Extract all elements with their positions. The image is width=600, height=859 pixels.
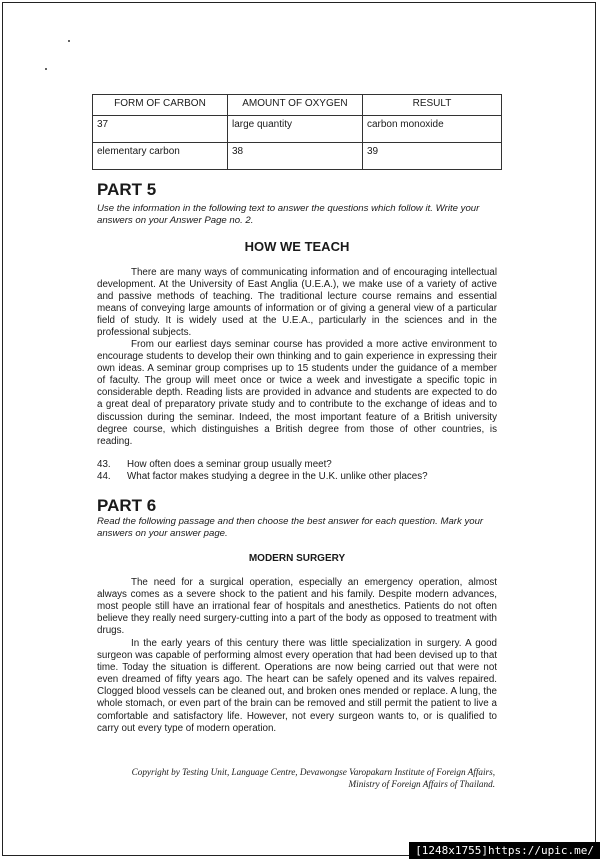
part-5-instructions: Use the information in the following text to answer the questions which follow it. Write your answers on your Answer Page no. 2. (97, 203, 480, 226)
table-header: RESULT (362, 95, 501, 116)
table-cell: 38 (227, 143, 362, 170)
table-cell: carbon monoxide (362, 116, 501, 143)
resolution-label: [1248x1755]https://upic.me/ (409, 842, 600, 859)
table-row (93, 143, 502, 170)
question-text: What factor makes studying a degree in the U.K. unlike other places? (127, 471, 428, 482)
table-cell: 37 (93, 116, 228, 143)
paragraph: From our earliest days seminar course has provided a more active environment to encourage students to develop their own thinking and to gain experience in expressing their own ideas. A seminar group comprises up to 15 students under the guidance of a member of faculty. The group will meet once or twice a week and investigate a specific topic in considerable depth. Reading lists are provided in advance and students are expected to do a great deal of preparatory private study and to contribute to the exchange of ideas and to discussion during the seminar. Indeed, the most important feature of a British university degree course, which distinguishes a British degree from those of other countries, is reading. (97, 339, 497, 447)
paragraph: The need for a surgical operation, especially an emergency operation, almost always comes as a severe shock to the patient and his family. Despite modern advances, most people still have an irrational fear of hospitals and anesthetics. Patients do not often believe they really need surgery-cutting into a part of the body as opposed to treatment with drugs. (97, 577, 497, 637)
section-heading-modern-surgery: MODERN SURGERY (248, 553, 346, 564)
table-header: FORM OF CARBON (93, 95, 228, 116)
question-number: 44. (97, 471, 111, 482)
question-text: How often does a seminar group usually meet? (127, 459, 332, 470)
table-header-row (93, 95, 502, 116)
carbon-oxygen-table (92, 94, 502, 170)
table-row (93, 116, 502, 143)
scan-speck (45, 68, 47, 70)
scan-speck (68, 40, 70, 42)
question-43 (97, 459, 497, 471)
table-header: AMOUNT OF OXYGEN (227, 95, 362, 116)
footer-line: Ministry of Foreign Affairs of Thailand. (348, 778, 495, 789)
table-cell: 39 (362, 143, 501, 170)
question-44 (97, 471, 497, 483)
question-number: 43. (97, 459, 111, 470)
section-heading-how-we-teach: HOW WE TEACH (244, 239, 350, 254)
part-6-title: PART 6 (97, 496, 157, 515)
table-cell: large quantity (227, 116, 362, 143)
copyright-footer (75, 767, 495, 790)
part-5-title: PART 5 (97, 180, 157, 199)
part-6-instructions: Read the following passage and then choose the best answer for each question. Mark your answers on your answer page. (97, 516, 484, 539)
table-cell: elementary carbon (93, 143, 228, 170)
paragraph: There are many ways of communicating information and of encouraging intellectual development. At the University of East Anglia (U.E.A.), we make use of a variety of active and passive methods of teaching. The traditional lecture course remains and essential means of conveying large amounts of information or of giving a general view of a particular field of study. It is widely used at the U.E.A., particularly in the sciences and in the professional subjects. (97, 267, 497, 339)
footer-line: Copyright by Testing Unit, Language Centre, Devawongse Varopakarn Institute of Foreign Affairs, (131, 767, 495, 777)
paragraph: In the early years of this century there was little specialization in surgery. A good surgeon was capable of performing almost every operation that had been devised up to that time. Today the situation is different. Operations are now being carried out that were not even dreamed of fifty years ago. The heart can be safely opened and its valves repaired. Clogged blood vessels can be cleaned out, and broken ones mended or replace. A lung, the whole stomach, or even part of the brain can be removed and still permit the patient to live a comfortable and satisfactory life. However, not every surgeon wants to, or is qualified to carry out every type of modern operation. (97, 638, 497, 734)
